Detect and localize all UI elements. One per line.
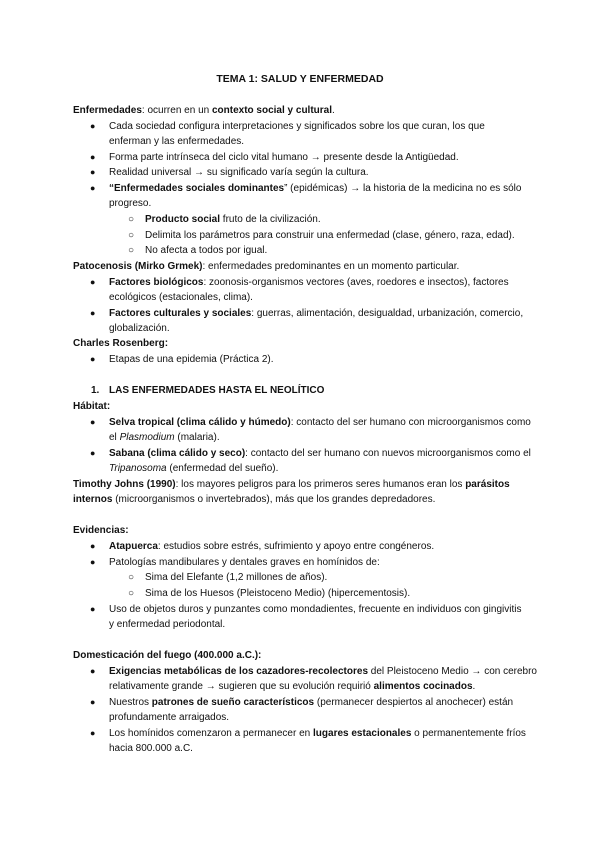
circle-bullet-icon: ○ <box>128 214 135 225</box>
enf-sub-1-rest: fruto de la civilización. <box>220 214 321 225</box>
evid-bullet-3a: Uso de objetos duros y punzantes como mondadientes, frecuente en individuos con gingivitis <box>109 604 522 615</box>
section-number: 1. <box>91 385 100 396</box>
fuego-bullet-1b-bold: alimentos cocinados <box>373 681 473 692</box>
rosenberg-label: Charles Rosenberg: <box>73 338 169 349</box>
pato-bullet-2 <box>109 306 523 321</box>
habitat-bullet-2 <box>109 446 531 461</box>
circle-bullet-icon: ○ <box>128 572 135 583</box>
circle-bullet-icon: ○ <box>128 245 135 256</box>
bullet-icon: ● <box>90 666 96 676</box>
enf-bullet-3: Realidad universal → su significado varía según la cultura. <box>109 167 369 178</box>
habitat-bullet-1b-post: (malaria). <box>174 432 220 443</box>
fuego-bullet-3-bold: lugares estacionales <box>313 728 412 739</box>
fuego-bullet-1b-pre: relativamente grande → sugieren que su evolución requirió <box>109 681 374 692</box>
bullet-icon: ● <box>90 167 96 177</box>
bullet-icon: ● <box>90 277 96 287</box>
circle-bullet-icon: ○ <box>128 588 135 599</box>
pato-bullet-1-bold: Factores biológicos <box>109 277 204 288</box>
habitat-label: Hábitat: <box>73 401 111 412</box>
habitat-bullet-1b-italic: Plasmodium <box>119 432 175 443</box>
fuego-bullet-1 <box>109 664 537 679</box>
enf-bullet-4-rest: ” (epidémicas) → la historia de la medicina no es sólo <box>284 183 522 194</box>
bullet-icon: ● <box>90 697 96 707</box>
bullet-icon: ● <box>90 308 96 318</box>
patocenosis-paragraph <box>73 259 459 274</box>
bullet-icon: ● <box>90 604 96 614</box>
bullet-icon: ● <box>90 557 96 567</box>
timothy-johns-line-2-bold: internos <box>73 494 113 505</box>
fuego-bullet-1b-post: . <box>472 681 476 692</box>
enf-sub-3: No afecta a todos por igual. <box>145 245 268 256</box>
enfermedades-intro: : ocurren en un <box>141 105 212 116</box>
patocenosis-rest: : enfermedades predominantes en un momento particular. <box>202 261 460 272</box>
bullet-icon: ● <box>90 417 96 427</box>
habitat-bullet-2b-italic: Tripanosoma <box>109 463 167 474</box>
fuego-bullet-3-pre: Los homínidos comenzaron a permanecer en <box>109 728 314 739</box>
bullet-icon: ● <box>90 541 96 551</box>
fuego-bullet-1-bold: Exigencias metabólicas de los cazadores-recolectores <box>109 666 369 677</box>
habitat-bullet-1-bold: Selva tropical (clima cálido y húmedo) <box>109 417 291 428</box>
fuego-bullet-2 <box>109 695 513 710</box>
evid-bullet-3b: y enfermedad periodontal. <box>109 619 226 630</box>
evid-bullet-2: Patologías mandibulares y dentales graves en homínidos de: <box>109 557 380 568</box>
enf-sub-1 <box>145 212 321 227</box>
enf-bullet-1a: Cada sociedad configura interpretaciones y significados sobre los que curan, los que <box>109 121 485 132</box>
timothy-johns-line-2-rest: (microorganismos o invertebrados), más que los grandes depredadores. <box>112 494 436 505</box>
fuego-bullet-3-rest: o permanentemente fríos <box>411 728 526 739</box>
bullet-icon: ● <box>90 152 96 162</box>
habitat-bullet-2-rest: : contacto del ser humano con nuevos microorganismos como el <box>245 448 531 459</box>
fuego-label: Domesticación del fuego (400.000 a.C.): <box>73 650 262 661</box>
section-title: LAS ENFERMEDADES HASTA EL NEOLÍTICO <box>109 385 325 396</box>
bullet-icon: ● <box>90 121 96 131</box>
fuego-bullet-3 <box>109 726 526 741</box>
fuego-bullet-2-bold: patrones de sueño característicos <box>151 697 315 708</box>
bullet-icon: ● <box>90 354 96 364</box>
pato-bullet-1-rest: : zoonosis-organismos vectores (aves, roedores e insectos), factores <box>203 277 509 288</box>
pato-bullet-2-bold: Factores culturales y sociales <box>109 308 252 319</box>
circle-bullet-icon: ○ <box>128 230 135 241</box>
evid-bullet-1 <box>109 539 434 554</box>
evid-sub-1: Sima del Elefante (1,2 millones de años). <box>145 572 328 583</box>
evidencias-label: Evidencias: <box>73 525 129 536</box>
pato-bullet-2-rest: : guerras, alimentación, desigualdad, urbanización, comercio, <box>251 308 524 319</box>
patocenosis-label: Patocenosis (Mirko Grmek) <box>73 261 203 272</box>
fuego-bullet-2-pre: Nuestros <box>109 697 152 708</box>
pato-bullet-1b: ecológicos (estacionales, clima). <box>109 292 253 303</box>
evid-bullet-1-rest: : estudios sobre estrés, sufrimiento y apoyo entre congéneros. <box>157 541 435 552</box>
enfermedades-label: Enfermedades <box>73 105 142 116</box>
habitat-bullet-1-rest: : contacto del ser humano con microorganismos como <box>290 417 531 428</box>
habitat-bullet-1b <box>109 430 220 445</box>
enf-bullet-2: Forma parte intrínseca del ciclo vital humano → presente desde la Antigüedad. <box>109 152 459 163</box>
rosen-bullet-1: Etapas de una epidemia (Práctica 2). <box>109 354 274 365</box>
enf-sub-1-bold: Producto social <box>145 214 221 225</box>
fuego-bullet-1b <box>109 679 475 694</box>
timothy-johns-paragraph <box>73 477 510 492</box>
evid-sub-2: Sima de los Huesos (Pleistoceno Medio) (hipercementosis). <box>145 588 411 599</box>
enf-bullet-4 <box>109 181 521 196</box>
habitat-bullet-1 <box>109 415 531 430</box>
page-title: TEMA 1: SALUD Y ENFERMEDAD <box>216 73 384 85</box>
enf-bullet-4b: progreso. <box>109 198 152 209</box>
evid-bullet-1-bold: Atapuerca <box>109 541 158 552</box>
enfermedades-bold: contexto social y cultural <box>211 105 333 116</box>
timothy-johns-rest: : los mayores peligros para los primeros seres humanos eran los <box>175 479 466 490</box>
fuego-bullet-3b: hacia 800.000 a.C. <box>109 743 193 754</box>
fuego-bullet-2-rest: (permanecer despiertos al anochecer) están <box>314 697 514 708</box>
bullet-icon: ● <box>90 448 96 458</box>
pato-bullet-2b: globalización. <box>109 323 170 334</box>
habitat-bullet-2-bold: Sabana (clima cálido y seco) <box>109 448 246 459</box>
enfermedades-end: . <box>332 105 335 116</box>
enf-sub-2: Delimita los parámetros para construir una enfermedad (clase, género, raza, edad). <box>145 230 515 241</box>
fuego-bullet-2b: profundamente arraigados. <box>109 712 230 723</box>
habitat-bullet-2b <box>109 461 278 476</box>
enfermedades-paragraph <box>73 103 335 118</box>
habitat-bullet-1b-pre: el <box>109 432 120 443</box>
timothy-johns-line-2 <box>73 492 435 507</box>
timothy-johns-bold2: parásitos <box>465 479 510 490</box>
enf-bullet-4-bold: “Enfermedades sociales dominantes <box>109 183 285 194</box>
pato-bullet-1 <box>109 275 509 290</box>
fuego-bullet-1-rest: del Pleistoceno Medio → con cerebro <box>368 666 537 677</box>
enf-bullet-1b: enferman y las enfermedades. <box>109 136 245 147</box>
timothy-johns-label: Timothy Johns (1990) <box>73 479 176 490</box>
bullet-icon: ● <box>90 728 96 738</box>
bullet-icon: ● <box>90 183 96 193</box>
habitat-bullet-2b-post: (enfermedad del sueño). <box>166 463 279 474</box>
